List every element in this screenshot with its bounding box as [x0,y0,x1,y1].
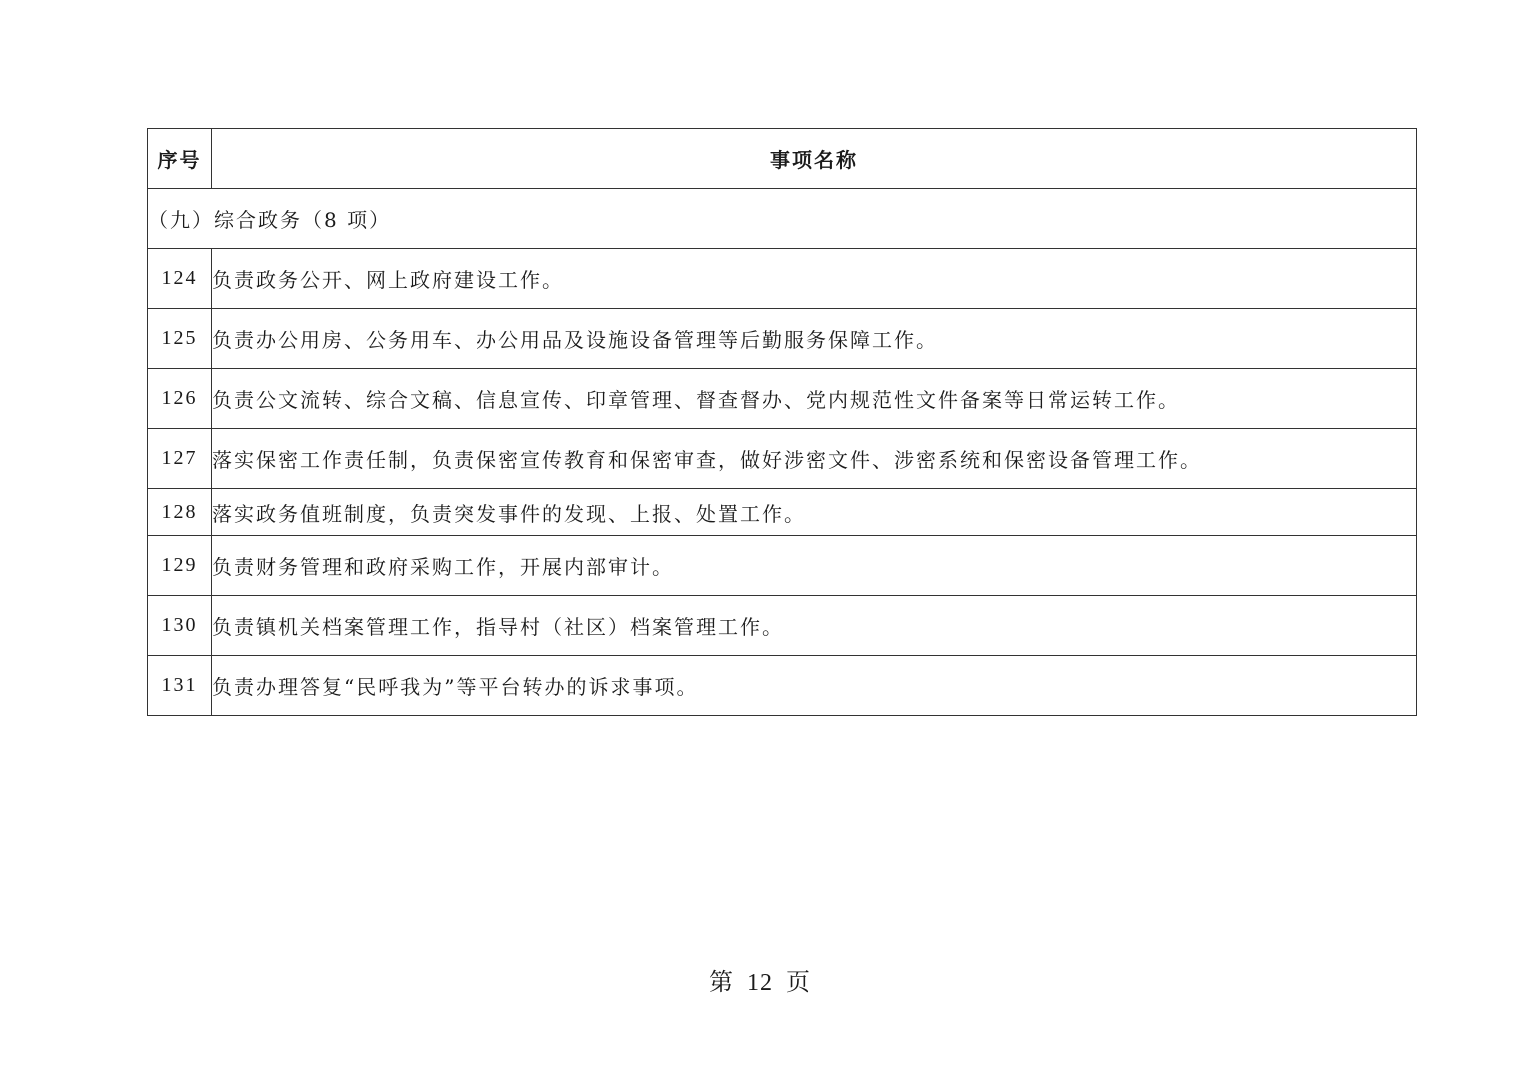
row-number: 126 [148,369,212,429]
row-number: 130 [148,596,212,656]
row-number: 127 [148,429,212,489]
footer-prefix: 第 [709,970,734,996]
table-row [148,656,1417,716]
row-item-name: 负责公文流转、综合文稿、信息宣传、印章管理、督查督办、党内规范性文件备案等日常运转工作。 [212,369,1417,429]
table-row [148,536,1417,596]
items-table [147,128,1417,716]
section-row [148,189,1417,249]
table-row [148,596,1417,656]
row-item-name: 落实政务值班制度，负责突发事件的发现、上报、处置工作。 [212,489,1417,536]
row-item-name: 负责办理答复“民呼我为”等平台转办的诉求事项。 [212,656,1417,716]
page-number: 12 [747,970,773,996]
header-name: 事项名称 [212,129,1417,189]
table-row [148,369,1417,429]
section-title: （九）综合政务（8 项） [148,189,1417,249]
row-item-name: 负责镇机关档案管理工作，指导村（社区）档案管理工作。 [212,596,1417,656]
row-number: 129 [148,536,212,596]
row-number: 128 [148,489,212,536]
row-number: 125 [148,309,212,369]
table-row [148,249,1417,309]
row-item-name: 负责政务公开、网上政府建设工作。 [212,249,1417,309]
table-row [148,429,1417,489]
row-item-name: 负责办公用房、公务用车、办公用品及设施设备管理等后勤服务保障工作。 [212,309,1417,369]
table-header-row [148,129,1417,189]
footer-suffix: 页 [786,970,811,996]
header-number: 序号 [148,129,212,189]
page-footer [0,962,1520,997]
table-row [148,309,1417,369]
row-number: 131 [148,656,212,716]
row-number: 124 [148,249,212,309]
row-item-name: 负责财务管理和政府采购工作，开展内部审计。 [212,536,1417,596]
row-item-name: 落实保密工作责任制，负责保密宣传教育和保密审查，做好涉密文件、涉密系统和保密设备管理工作。 [212,429,1417,489]
table-row [148,489,1417,536]
